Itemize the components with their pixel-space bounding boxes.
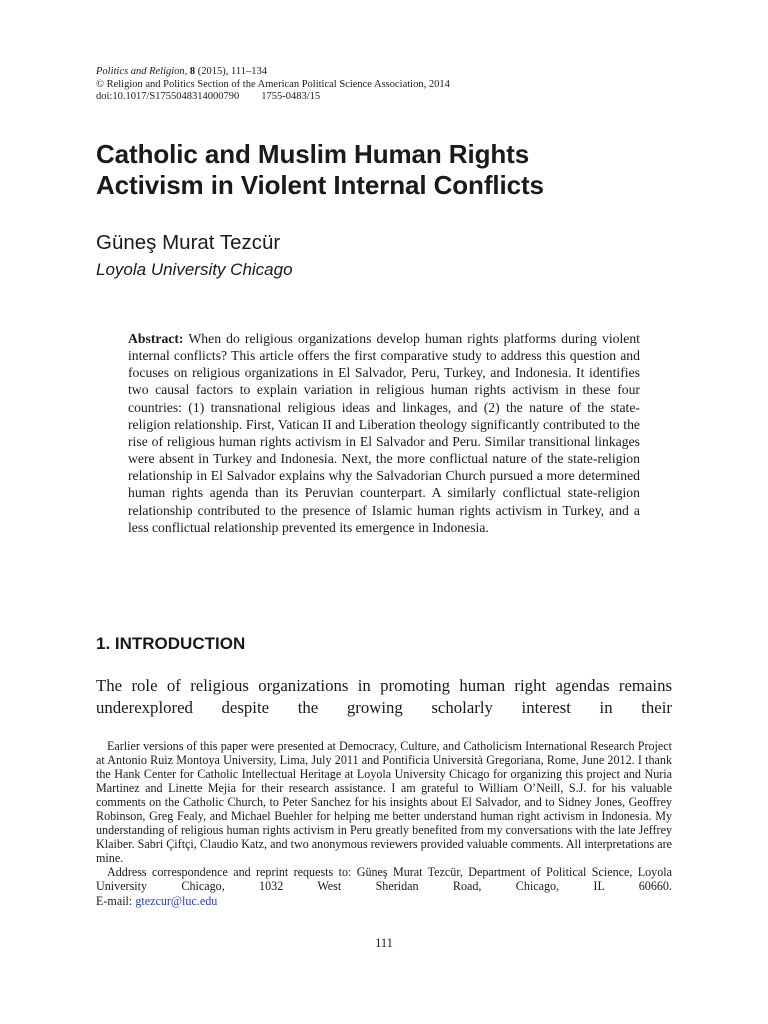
abstract-label: Abstract: xyxy=(128,331,184,346)
abstract xyxy=(128,330,640,536)
page-number: 111 xyxy=(375,936,393,950)
volume-number: 8 xyxy=(189,66,196,77)
citation-line: Politics and Religion, 8 (2015), 111–134 xyxy=(96,66,267,77)
article-title xyxy=(96,139,696,201)
abstract-text: When do religious organizations develop human rights platforms during violent internal conflicts? This article offers the first comparative study to address this question and focuses on religious organizations in El Salvador, Peru, Turkey, and Indonesia. It identifies two causal factors to explain variation in religious human rights activism in these four countries: (1) transnational religious ideas and linkages, and (2) the nature of the state-religion relationship. First, Vatican II and Liberation theology significantly contributed to the rise of religious human rights activism in El Salvador and Peru. Similar transitional linkages were absent in Turkey and Indonesia. Next, the more conflictual nature of the state-religion relationship in El Salvador explains why the Salvadorian Church pursued a more determined human rights agenda than its Peruvian counterpart. A similarly conflictual state-religion relationship contributed to the presence of Islamic human rights activism in Turkey, and a less conflictual relationship prevented its emergence in Indonesia. xyxy=(128,331,640,535)
footnote-email-line xyxy=(96,894,672,908)
identifier-line xyxy=(96,91,696,104)
year-pages: (2015), 111–134 xyxy=(197,66,267,77)
footnote xyxy=(96,739,672,908)
author-affiliation: Loyola University Chicago xyxy=(96,260,293,279)
title-line-2: Activism in Violent Internal Conflicts xyxy=(96,170,544,200)
email-link[interactable]: gtezcur@luc.edu xyxy=(135,893,218,908)
journal-name: Politics and Religion xyxy=(96,66,185,77)
title-line-1: Catholic and Muslim Human Rights xyxy=(96,139,530,169)
email-label: E-mail: xyxy=(96,893,133,908)
issn: 1755-0483/15 xyxy=(261,91,321,102)
intro-paragraph: The role of religious organizations in promoting human right agendas remains underexplored despite the growing scholarly interest in their xyxy=(96,676,672,717)
section-heading: 1. INTRODUCTION xyxy=(96,634,246,653)
copyright-line: © Religion and Politics Section of the American Political Science Association, 2014 xyxy=(96,78,450,90)
footnote-acknowledgment: Earlier versions of this paper were presented at Democracy, Culture, and Catholicism International Research Project at Antonio Ruiz Montoya University, Lima, July 2011 and Pontificia Università Gregoriana, Rome, June 2012. I thank the Hank Center for Catholic Intellectual Heritage at Loyola University Chicago for organizing this project and Nuria Martinez and Linette Mejia for their research assistance. I am grateful to William O’Neill, S.J. for his valuable comments on the Catholic Church, to Peter Sanchez for his insights about El Salvador, and to Sidney Jones, Geoffrey Robinson, Greg Fealy, and Michael Buehler for helping me better understand human right activism in Indonesia. My understanding of religious human rights activism in Peru greatly benefited from my conversations with the late Jeffrey Klaiber. Sabri Çiftçi, Claudio Katz, and two anonymous reviewers provided valuable comments. All interpretations are mine. xyxy=(96,739,672,866)
journal-header xyxy=(96,66,696,104)
doi: doi:10.1017/S1755048314000790 xyxy=(96,91,240,102)
footnote-correspondence: Address correspondence and reprint requests to: Güneş Murat Tezcür, Department of Political Science, Loyola University Chicago, 1032 West Sheridan Road, Chicago, IL 60660. xyxy=(96,865,672,894)
author-name: Güneş Murat Tezcür xyxy=(96,231,281,254)
